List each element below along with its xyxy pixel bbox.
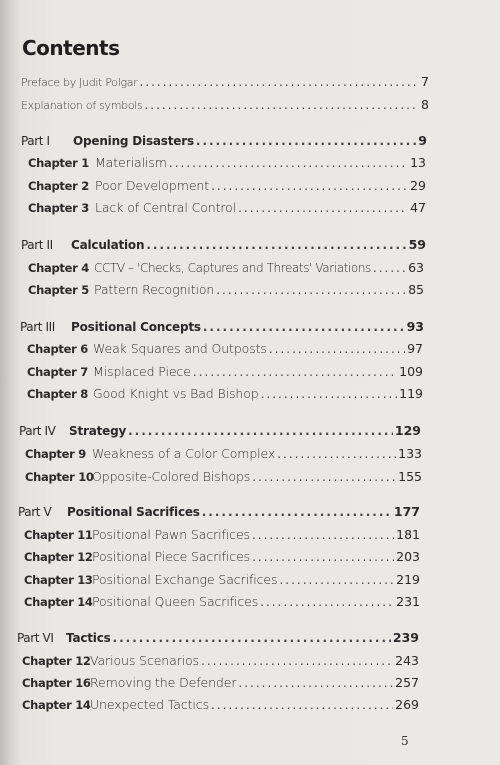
chapter-label: Chapter 8 [27,387,88,401]
chapter-page: 29 [410,178,426,193]
chapter-page: 13 [410,155,426,170]
chapter-page: 269 [395,697,419,712]
chapter-label: Chapter 2 [28,179,89,193]
part-label: Part II [21,238,53,252]
chapter-page: 243 [395,653,419,668]
chapter-label: Chapter 10 [25,470,94,484]
leader-dots [144,98,419,112]
chapter-page: 119 [399,386,423,401]
part-title: Positional Concepts [71,320,201,334]
leader-dots [238,676,393,690]
chapter-label: Chapter 9 [25,447,86,461]
part-title: Calculation [71,238,145,252]
part-page: 9 [418,133,427,148]
chapter-page: 257 [395,675,419,690]
chapter-title: Pattern Recognition [94,282,215,297]
toc-part-2 [21,237,426,252]
chapter-page: 231 [396,594,420,609]
chapter-title: Opposite-Colored Bishops [92,469,251,484]
chapter-title: Removing the Defender [90,675,237,690]
chapter-title: Positional Pawn Sacrifices [92,527,250,542]
chapter-title: Positional Piece Sacrifices [92,549,251,564]
part-label: Part III [20,320,55,334]
part-label: Part IV [19,424,56,438]
chapter-label: Chapter 14 [22,698,91,712]
chapter-title: Unexpected Tactics [90,697,209,712]
toc-entry-symbols [21,97,429,112]
chapter-label: Chapter 12 [22,654,91,668]
part-label: Part V [18,505,52,519]
chapter-label: Chapter 12 [24,550,93,564]
chapter-page: 155 [398,469,422,484]
chapter-label: Chapter 6 [27,342,88,356]
chapter-page: 97 [407,341,423,356]
toc-part-5 [18,504,420,519]
leader-dots [203,320,405,334]
leader-dots [128,424,393,438]
toc-chapter [27,341,423,356]
chapter-title: Poor Development [95,178,210,193]
toc-chapter [24,572,420,587]
entry-page: 7 [421,74,429,89]
toc-entry-preface [21,74,429,89]
chapter-label: Chapter 14 [24,595,93,609]
toc-part-4 [19,423,421,438]
chapter-title: Misplaced Piece [93,364,191,379]
leader-dots [373,261,406,275]
toc-chapter [28,200,426,215]
leader-dots [202,505,392,519]
leader-dots [211,698,393,712]
toc-part-1 [21,133,427,148]
toc-chapter [28,155,426,170]
toc-chapter [24,549,420,564]
leader-dots [211,179,408,193]
chapter-title: Materialism [95,155,167,170]
chapter-page: 85 [408,282,424,297]
chapter-label: Chapter 3 [28,201,89,215]
leader-dots [216,283,406,297]
part-title: Positional Sacrifices [67,505,200,519]
chapter-page: 181 [396,527,420,542]
part-page: 59 [408,237,426,252]
toc-chapter [22,653,419,668]
entry-title: Explanation of symbols [21,99,143,112]
toc-chapter [27,386,423,401]
chapter-page: 109 [399,364,423,379]
leader-dots [193,365,397,379]
toc-chapter [28,260,424,275]
chapter-page: 219 [396,572,420,587]
leader-dots [279,573,394,587]
leader-dots [269,342,405,356]
toc-part-3 [20,319,424,334]
page-title: Contents [22,36,120,60]
leader-dots [252,470,396,484]
part-page: 177 [393,504,420,519]
leader-dots [139,75,419,89]
chapter-title: Good Knight vs Bad Bishop [93,386,259,401]
toc-chapter [27,364,423,379]
chapter-label: Chapter 4 [28,261,89,275]
part-title: Tactics [66,631,111,645]
part-label: Part I [21,134,50,148]
chapter-label: Chapter 16 [22,676,91,690]
chapter-label: Chapter 1 [28,156,89,170]
chapter-title: Weakness of a Color Complex [92,446,276,461]
leader-dots [260,595,394,609]
page-number: 5 [401,734,409,748]
leader-dots [113,631,391,645]
toc-chapter [28,282,424,297]
toc-chapter [24,594,420,609]
chapter-label: Chapter 13 [24,573,93,587]
chapter-page: 133 [398,446,422,461]
leader-dots [196,134,416,148]
leader-dots [146,238,406,252]
chapter-label: Chapter 7 [27,365,88,379]
chapter-page: 47 [410,200,426,215]
leader-dots [252,550,394,564]
leader-dots [252,528,394,542]
toc-part-6 [17,630,419,645]
toc-chapter [25,469,422,484]
part-title: Strategy [69,424,127,438]
toc-chapter [28,178,426,193]
part-page: 129 [394,423,421,438]
chapter-title: Positional Queen Sacrifices [92,594,259,609]
chapter-label: Chapter 5 [28,283,89,297]
toc-chapter [24,527,420,542]
toc-chapter [25,446,422,461]
entry-title: Preface by Judit Polgar [21,76,138,89]
part-title: Opening Disasters [73,134,194,148]
leader-dots [277,447,396,461]
part-page: 93 [406,319,424,334]
chapter-title: CCTV – 'Checks, Captures and Threats' Variations [94,261,371,275]
chapter-title: Weak Squares and Outposts [93,341,267,356]
part-label: Part VI [17,631,54,645]
leader-dots [261,387,398,401]
entry-page: 8 [421,97,429,112]
toc-chapter [22,675,419,690]
chapter-page: 63 [408,260,424,275]
part-page: 239 [392,630,419,645]
chapter-label: Chapter 11 [24,528,93,542]
leader-dots [238,201,408,215]
chapter-title: Lack of Central Control [95,200,237,215]
leader-dots [201,654,393,668]
chapter-title: Positional Exchange Sacrifices [92,572,278,587]
chapter-page: 203 [396,549,420,564]
toc-chapter [22,697,419,712]
chapter-title: Various Scenarios [90,653,200,668]
leader-dots [169,156,408,170]
